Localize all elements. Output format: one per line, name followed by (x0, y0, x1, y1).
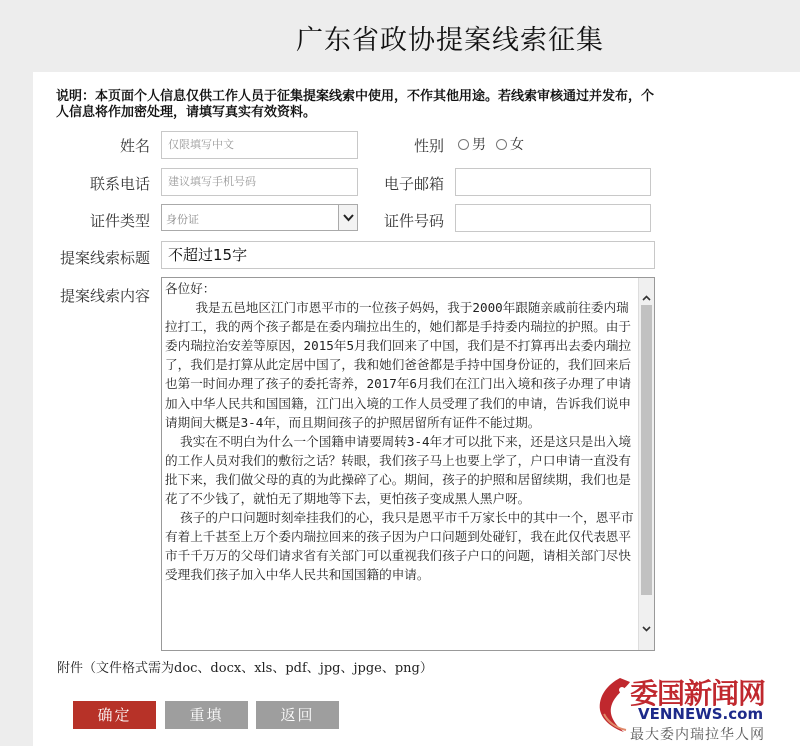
page-title: 广东省政协提案线索征集 (296, 25, 604, 56)
content-textarea[interactable] (161, 277, 655, 651)
content-label: 提案线索内容 (59, 287, 150, 305)
title-label: 提案线索标题 (59, 249, 150, 267)
email-input[interactable] (455, 168, 651, 196)
name-label: 姓名 (119, 137, 150, 155)
gender-option-female[interactable] (496, 134, 524, 154)
content-text[interactable]: 各位好： 我是五邑地区江门市恩平市的一位孩子妈妈，我于2000年跟随亲戚前往委内瑞拉打工，我的两个孩子都是在委内瑞拉出生的，她们都是手持委内瑞拉的护照。由于委内瑞拉治安差等原因，2015年5月我们回来了中国，我们是不打算再出去委内瑞拉了，我们是打算从此定居中国了，我和她们爸爸都是手持中国身份证的，我们回来后也第一时间办理了孩子的委托寄养，2017年6月我们在江门出入境和孩子办理了申请加入中华人民共和国国籍，江门出入境的工作人员受理了我们的申请，告诉我们说申请期间大概是3-4年，而且期间孩子的护照居留所有证件不能过期。 我实在不明白为什么一个国籍申请要周转3-4年才可以批下来，还是这只是出入境的工作人员对我们的敷衍之话？转眼，我们孩子马上也要上学了，户口申请一直没有批下来，我们做父母的真的为此操碎了心。期间，孩子的护照和居留续期，我们也是花了不少钱了，就怕无了期地等下去，更怕孩子变成黑人黑户呀。 孩子的户口问题时刻牵挂我们的心，我只是恩平市千万家长中的其中一个，恩平市有着上千甚至上万个委内瑞拉回来的孩子因为户口问题到处碰钉，我在此仅代表恩平市千千万万的父母们请求省有关部门可以重视我们孩子户口的问题，请相关部门尽快受理我们孩子加入中华人民共和国国籍的申请。 (165, 281, 634, 583)
gender-label: 性别 (413, 137, 444, 155)
watermark-logo-icon (590, 674, 634, 736)
privacy-notice: 说明：本页面个人信息仅供工作人员于征集提案线索中使用，不作其他用途。若线索审核通过并发布，个人信息将作加密处理，请填写真实有效资料。 (56, 89, 655, 120)
watermark-title: 委国新闻网 (630, 677, 766, 710)
back-button[interactable]: 返回 (256, 701, 339, 729)
name-input[interactable]: 仅限填写中文 (161, 131, 358, 159)
email-label: 电子邮箱 (383, 175, 444, 193)
id-number-input[interactable] (455, 204, 651, 232)
radio-icon[interactable] (496, 139, 507, 150)
id-type-select[interactable] (161, 204, 358, 231)
scrollbar-thumb[interactable] (641, 305, 652, 595)
phone-label: 联系电话 (89, 175, 150, 193)
confirm-button[interactable]: 确定 (73, 701, 156, 729)
chevron-down-icon[interactable] (338, 205, 357, 230)
radio-icon[interactable] (458, 139, 469, 150)
watermark-url: VENNEWS.com (638, 705, 764, 723)
gender-female-label: 女 (510, 137, 524, 153)
watermark (590, 672, 800, 746)
reset-button[interactable]: 重填 (165, 701, 248, 729)
gender-option-male[interactable] (458, 134, 486, 154)
watermark-subtitle: 最大委内瑞拉华人网 (630, 727, 765, 743)
gender-male-label: 男 (472, 137, 486, 153)
textarea-scrollbar[interactable] (638, 278, 654, 650)
title-input[interactable]: 不超过15字 (161, 241, 655, 269)
id-number-label: 证件号码 (383, 212, 444, 230)
id-type-selected-value: 身份证 (166, 213, 199, 226)
id-type-label: 证件类型 (89, 212, 150, 230)
attachment-note: 附件（文件格式需为doc、docx、xls、pdf、jpg、jpge、png） (57, 661, 433, 676)
scroll-up-icon[interactable] (639, 290, 654, 305)
scroll-down-icon[interactable] (639, 621, 654, 636)
gender-radio-group (458, 134, 530, 154)
phone-input[interactable]: 建议填写手机号码 (161, 168, 358, 196)
